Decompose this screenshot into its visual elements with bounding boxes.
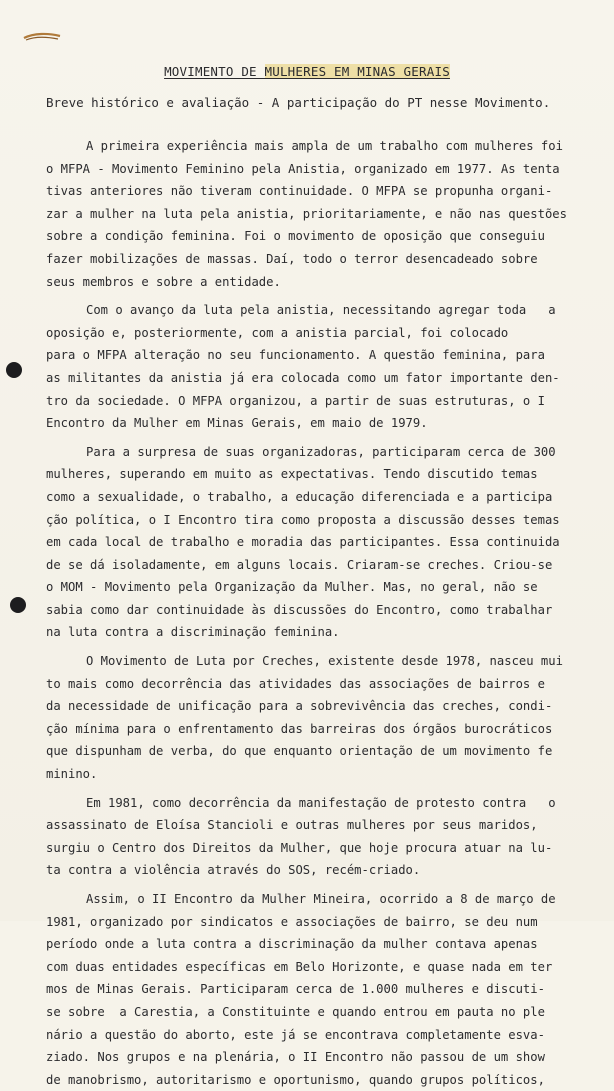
paragraph-line: nário a questão do aborto, este já se encontrava completamente esva- xyxy=(46,1027,545,1042)
paragraph xyxy=(46,135,566,293)
punch-hole xyxy=(10,597,26,613)
paragraph-line: para o MFPA alteração no seu funcionamento. A questão feminina, para xyxy=(46,348,545,363)
staple-mark xyxy=(22,30,62,42)
paragraph xyxy=(46,441,566,644)
paragraph-line: de manobrismo, autoritarismo e oportunismo, quando grupos políticos, xyxy=(46,1072,545,1087)
paragraph-line: zar a mulher na luta pela anistia, prioritariamente, e não nas questões xyxy=(46,206,567,221)
paragraph-line: Com o avanço da luta pela anistia, necessitando agregar toda a xyxy=(86,303,556,318)
paragraph-line: fazer mobilizações de massas. Daí, todo o terror desencadeado sobre xyxy=(46,251,538,266)
paragraph-line: sobre a condição feminina. Foi o movimento de oposição que conseguiu xyxy=(46,229,545,244)
title-highlighted-part: MULHERES EM MINAS GERAIS xyxy=(264,64,450,79)
paragraph-line: ção política, o I Encontro tira como proposta a discussão desses temas xyxy=(46,512,560,527)
document-title xyxy=(0,64,614,79)
document-subtitle: Breve histórico e avaliação - A participação do PT nesse Movimento. xyxy=(46,95,551,110)
paragraph-line: em cada local de trabalho e moradia das participantes. Essa continuida xyxy=(46,535,560,550)
document-body xyxy=(46,135,566,1091)
paragraph-line: como a sexualidade, o trabalho, a educação diferenciada e a participa xyxy=(46,489,553,504)
paragraph-line: as militantes da anistia já era colocada como um fator importante den- xyxy=(46,370,560,385)
punch-hole xyxy=(6,362,22,378)
paragraph-line: de se dá isoladamente, em alguns locais. Criaram-se creches. Criou-se xyxy=(46,557,553,572)
paragraph-line: mulheres, superando em muito as expectativas. Tendo discutido temas xyxy=(46,467,538,482)
paragraph-line: mos de Minas Gerais. Participaram cerca de 1.000 mulheres e discuti- xyxy=(46,982,545,997)
paragraph xyxy=(46,792,566,882)
paragraph-line: Encontro da Mulher em Minas Gerais, em maio de 1979. xyxy=(46,416,428,431)
paragraph-line: O Movimento de Luta por Creches, existente desde 1978, nasceu mui xyxy=(86,654,563,669)
paragraph-line: tivas anteriores não tiveram continuidade. O MFPA se propunha organi- xyxy=(46,184,553,199)
paragraph-line: 1981, organizado por sindicatos e associações de bairro, se deu num xyxy=(46,914,538,929)
paragraph-line: o MFPA - Movimento Feminino pela Anistia, organizado em 1977. As tenta xyxy=(46,161,560,176)
paragraph-line: sabia como dar continuidade às discussões do Encontro, como trabalhar xyxy=(46,602,553,617)
paragraph-line: na luta contra a discriminação feminina. xyxy=(46,625,340,640)
paragraph xyxy=(46,650,566,786)
paragraph-line: se sobre a Carestia, a Constituinte e quando entrou em pauta no ple xyxy=(46,1004,545,1019)
paragraph-line: que dispunham de verba, do que enquanto orientação de um movimento fe xyxy=(46,744,553,759)
paragraph-line: to mais como decorrência das atividades das associações de bairros e xyxy=(46,676,545,691)
paragraph-line: assassinato de Eloísa Stancioli e outras mulheres por seus maridos, xyxy=(46,818,538,833)
paragraph-line: Assim, o II Encontro da Mulher Mineira, ocorrido a 8 de março de xyxy=(86,892,556,906)
paragraph-line: Em 1981, como decorrência da manifestação de protesto contra o xyxy=(86,795,556,810)
paragraph-line: surgiu o Centro dos Direitos da Mulher, que hoje procura atuar na lu- xyxy=(46,840,553,855)
paragraph-line: seus membros e sobre a entidade. xyxy=(46,274,281,289)
paragraph-line: ção mínima para o enfrentamento das barreiras dos órgãos burocráticos xyxy=(46,721,553,736)
title-part: MOVIMENTO DE xyxy=(164,64,265,79)
paragraph-line: com duas entidades específicas em Belo Horizonte, e quase nada em ter xyxy=(46,959,553,974)
paragraph-line: Para a surpresa de suas organizadoras, participaram cerca de 300 xyxy=(86,444,556,459)
paragraph-line: da necessidade de unificação para a sobrevivência das creches, condi- xyxy=(46,699,553,714)
paragraph-line: minino. xyxy=(46,767,98,782)
paragraph-line: oposição e, posteriormente, com a anistia parcial, foi colocado xyxy=(46,325,509,340)
paragraph-line: ta contra a violência através do SOS, recém-criado. xyxy=(46,863,421,878)
paragraph-line: A primeira experiência mais ampla de um trabalho com mulheres foi xyxy=(86,139,563,153)
paragraph xyxy=(46,888,566,1091)
paragraph-line: ziado. Nos grupos e na plenária, o II Encontro não passou de um show xyxy=(46,1050,545,1065)
paragraph-line: o MOM - Movimento pela Organização da Mulher. Mas, no geral, não se xyxy=(46,580,538,595)
paragraph-line: tro da sociedade. O MFPA organizou, a partir de suas estruturas, o I xyxy=(46,393,545,408)
paragraph-line: período onde a luta contra a discriminação da mulher contava apenas xyxy=(46,937,538,952)
paragraph xyxy=(46,299,566,435)
